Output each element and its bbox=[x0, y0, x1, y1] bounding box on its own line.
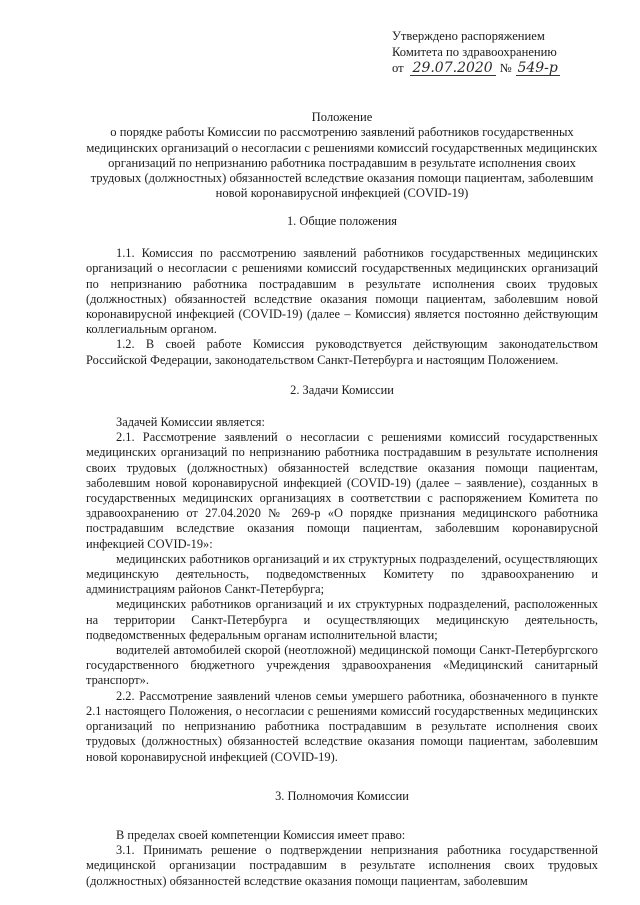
list-item-ambulance-drivers: водителей автомобилей скорой (неотложной) медицинской помощи Санкт-Петербургского государственного бюджетного учреждения здравоохранения «Медицинский санитарный транспорт». bbox=[86, 643, 598, 688]
list-item-medical-workers: медицинских работников организаций и их структурных подразделений, осуществляющих медицинскую деятельность, подведомственных Комитету по здравоохранению и администрациям районов Санкт-Петербурга; bbox=[86, 551, 598, 597]
paragraph-2-2: 2.2. Рассмотрение заявлений членов семьи умершего работника, обозначенного в пункте 2.1 настоящего Положения, о несогласии с решениями комиссий государственных медицинских организаций по непризнанию работника пострадавшим в результате исполнения своих трудовых (должностных) обязанностей вследствие оказания помощи пациентам, заболевшим новой коронавирусной инфекцией (COVID-19). bbox=[86, 688, 598, 764]
document-title bbox=[86, 110, 598, 202]
section-2-heading: 2. Задачи Комиссии bbox=[290, 382, 394, 397]
paragraph-3-1: 3.1. Принимать решение о подтверждении непризнания работника государственной медицинской организации пострадавшим в результате исполнения своих трудовых (должностных) обязанностей вследствие оказания помощи пациентам, заболевшим bbox=[86, 843, 598, 888]
approval-line-1: Утверждено распоряжением bbox=[392, 29, 545, 43]
approval-date: 29.07.2020 bbox=[410, 61, 496, 76]
section-3-heading: 3. Полномочия Комиссии bbox=[275, 788, 409, 803]
paragraph-1-1: 1.1. Комиссия по рассмотрению заявлений работников государственных медицинских организаций о несогласии с решениями комиссий государственных медицинских организаций по непризнанию работника пострадавшим в результате исполнения своих трудовых (должностных) обязанностей вследствие оказания помощи пациентам, заболевшим новой коронавирусной инфекцией (COVID-19) (далее – Комиссия) является постоянно действующим коллегиальным органом. bbox=[86, 246, 598, 337]
approval-number: 549-р bbox=[517, 60, 558, 76]
approval-number-sign: № bbox=[499, 61, 512, 75]
document-body bbox=[86, 214, 598, 889]
section-1-heading: 1. Общие положения bbox=[286, 214, 397, 228]
paragraph-2-1: 2.1. Рассмотрение заявлений о несогласии с решениями комиссий государственных медицинских организаций по непризнанию работника пострадавшим в результате исполнения своих трудовых (должностных) обязанностей вследствие оказания помощи пациентам, заболевшим новой коронавирусной инфекцией (COVID-19) (далее – заявление), созданных в государственных медицинских организациях в соответствии с распоряжением Комитета по здравоохранению от 27.04.2020 № 269-р «О порядке признания медицинского работника пострадавшим вследствие оказания помощи пациентам, заболевшим коронавирусной инфекцией COVID-19»: bbox=[86, 430, 598, 551]
list-item-federal-workers: медицинских работников организаций и их структурных подразделений, расположенных на территории Санкт-Петербурга и осуществляющих медицинскую деятельность, подведомственных федеральным органам исполнительной власти; bbox=[86, 597, 598, 642]
approval-from-label: от bbox=[392, 61, 404, 75]
approval-line-3 bbox=[392, 60, 602, 76]
approval-line-2: Комитета по здравоохранению bbox=[392, 45, 557, 59]
paragraph-1-2: 1.2. В своей работе Комиссия руководствуется действующим законодательством Российской Федерации, законодательством Санкт-Петербурга и настоящим Положением. bbox=[86, 337, 598, 367]
section-2-intro: Задачей Комиссии является: bbox=[116, 415, 265, 430]
approval-stamp-block bbox=[392, 28, 602, 76]
title-text: о порядке работы Комиссии по рассмотрению заявлений работников государственных медицинских организаций о несогласии с решениями комиссий государственных медицинских организаций по непризнанию работника пострадавшим в результате исполнения своих трудовых (должностных) обязанностей вследствие оказания помощи пациентам, заболевшим новой коронавирусной инфекцией (COVID-19) bbox=[86, 125, 598, 201]
section-3-intro: В пределах своей компетенции Комиссия имеет право: bbox=[116, 827, 406, 842]
title-word: Положение bbox=[311, 110, 373, 124]
